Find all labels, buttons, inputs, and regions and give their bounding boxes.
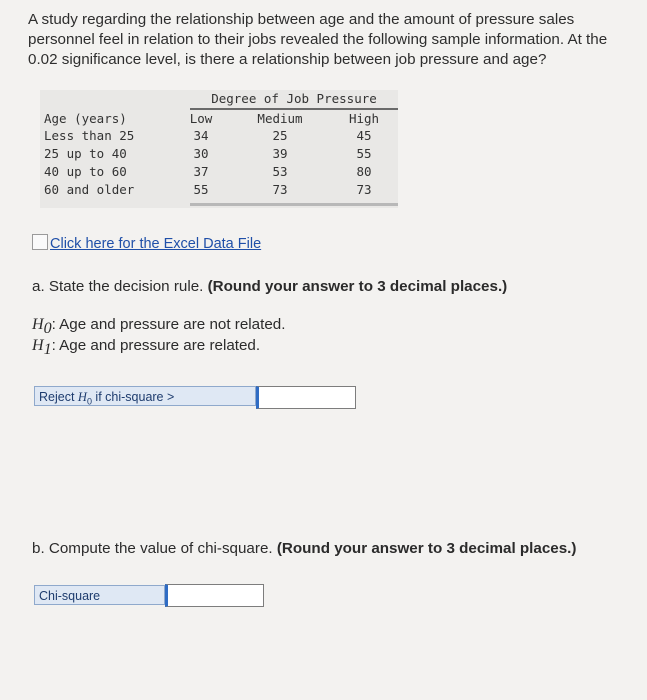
table-bottom-rule — [190, 203, 398, 206]
part-a-question — [32, 278, 507, 295]
table-row — [40, 127, 398, 144]
reject-prefix: Reject — [39, 390, 78, 404]
reject-h-subscript: 0 — [86, 396, 92, 407]
alternative-hypothesis — [32, 336, 260, 362]
intro-paragraph: A study regarding the relationship between age and the amount of pressure sales personnel feel in relation to their jobs revealed the following sample information. At the 0.02 significance level, is there a relationship between job pressure and age? — [28, 11, 608, 68]
table-cell: 25 up to 40 — [44, 146, 127, 161]
table-header-row — [40, 110, 398, 127]
part-a-instruction: (Round your answer to 3 decimal places.) — [207, 278, 508, 295]
table-cell: 53 — [272, 164, 288, 179]
decision-rule-input[interactable] — [256, 386, 356, 409]
decision-rule-label — [34, 386, 256, 406]
table-cell: 39 — [272, 146, 288, 161]
column-header: Low — [189, 111, 213, 126]
column-header: High — [348, 111, 380, 126]
table-cell: 34 — [193, 128, 209, 143]
data-table — [40, 90, 398, 208]
h0-text: : Age and pressure are not related. — [51, 316, 286, 333]
column-header: Medium — [257, 111, 303, 126]
table-cell: 55 — [356, 146, 372, 161]
chi-square-input[interactable] — [165, 584, 264, 607]
reject-h-symbol: H — [77, 390, 87, 404]
part-b-question — [32, 540, 576, 557]
table-row — [40, 163, 398, 180]
h1-symbol: H — [32, 337, 44, 354]
part-b-instruction: (Round your answer to 3 decimal places.) — [276, 540, 577, 557]
table-cell: 60 and older — [44, 182, 135, 197]
excel-link-text[interactable]: Click here for the Excel Data File — [50, 236, 262, 252]
table-cell: 40 up to 60 — [44, 164, 127, 179]
table-cell: 73 — [356, 182, 372, 197]
table-row — [40, 181, 398, 198]
h0-symbol: H — [32, 316, 44, 333]
h0-subscript: 0 — [43, 320, 52, 338]
excel-file-icon — [32, 234, 48, 250]
table-cell: 25 — [272, 128, 288, 143]
table-cell: 30 — [193, 146, 209, 161]
column-header: Age (years) — [44, 111, 127, 126]
h1-subscript: 1 — [43, 341, 52, 359]
chi-square-label: Chi-square — [34, 585, 165, 605]
table-cell: 37 — [193, 164, 209, 179]
group-header: Degree of Job Pressure — [190, 90, 398, 110]
table-row — [40, 145, 398, 162]
table-cell: 73 — [272, 182, 288, 197]
reject-suffix: if chi-square > — [91, 390, 175, 404]
table-cell: 80 — [356, 164, 372, 179]
table-cell: Less than 25 — [44, 128, 135, 143]
excel-data-link[interactable] — [32, 234, 261, 252]
part-a-prefix: a. State the decision rule. — [32, 278, 204, 295]
table-cell: 55 — [193, 182, 209, 197]
part-b-prefix: b. Compute the value of chi-square. — [32, 540, 273, 557]
table-cell: 45 — [356, 128, 372, 143]
h1-text: : Age and pressure are related. — [51, 337, 261, 354]
